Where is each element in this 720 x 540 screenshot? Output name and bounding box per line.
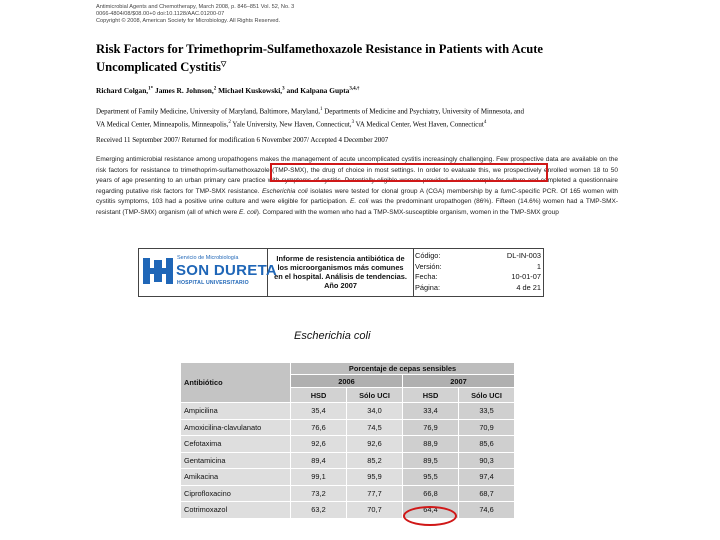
author-affil-mark: 2 (213, 86, 217, 92)
column-header: HSD (291, 388, 347, 403)
table-row (181, 419, 515, 436)
table-cell: 70,7 (347, 502, 403, 519)
affiliation: Department of Family Medicine, University of Maryland, Baltimore, Maryland, (96, 107, 320, 116)
report-title-line: los microorganismos más comunes (277, 263, 404, 272)
highlight-box-tmp-smx (270, 163, 548, 182)
logo-name: SON DURETA (176, 262, 278, 279)
meta-value: 1 (536, 261, 541, 271)
abstract-italic: fumC (500, 187, 517, 195)
abstract-fragment: was the predominant uropathogen (86%). Fifteen (14.6%) women had a TMP-SMX-resistant (TMP-SMX) organism (all of which were (96, 198, 618, 216)
meta-key: Fecha: (415, 272, 438, 282)
table-cell: 34,0 (347, 403, 403, 420)
column-header: HSD (403, 388, 459, 403)
antibiotic-name: Cotrimoxazol (181, 502, 291, 519)
table-cell: 33,4 (403, 403, 459, 420)
title-line (96, 57, 616, 75)
table-cell: 74,6 (459, 502, 515, 519)
author-list (96, 86, 359, 95)
meta-value: 4 de 21 (516, 282, 541, 292)
title-footnote-mark: ▽ (220, 60, 227, 68)
table-cell: 88,9 (403, 436, 459, 453)
abstract-italic: Escherichia coli (261, 187, 308, 195)
author: Michael Kuskowski, (216, 86, 283, 95)
susceptibility-table (180, 362, 515, 519)
table-cell: 97,4 (459, 469, 515, 486)
table-cell: 92,6 (291, 436, 347, 453)
title-line: Risk Factors for Trimethoprim-Sulfamethoxazole Resistance in Patients with Acute (96, 42, 544, 56)
table-cell: 64,4 (403, 502, 459, 519)
table-cell: 63,2 (291, 502, 347, 519)
table-cell: 85,2 (347, 452, 403, 469)
paper-title (96, 42, 616, 75)
table-cell: 89,4 (291, 452, 347, 469)
table-row (181, 485, 515, 502)
affiliation: Departments of Medicine and Psychiatry, University of Minnesota, and (322, 107, 524, 116)
table-cell: 76,9 (403, 419, 459, 436)
report-title-line: Informe de resistencia antibiótica de (276, 254, 405, 263)
hospital-logo (139, 249, 278, 296)
table-row (181, 469, 515, 486)
author-affil-mark: 3,4,† (349, 86, 360, 92)
journal-line: Copyright © 2008, American Society for Microbiology. All Rights Reserved. (96, 18, 281, 24)
table-cell: 77,7 (347, 485, 403, 502)
year-header: 2007 (403, 375, 515, 388)
table-row (181, 502, 515, 519)
table-cell: 76,6 (291, 419, 347, 436)
report-metadata (415, 251, 541, 293)
title-line: Uncomplicated Cystitis (96, 60, 221, 75)
affil-mark: 4 (483, 120, 487, 126)
table-cell: 66,8 (403, 485, 459, 502)
table-cell: 99,1 (291, 469, 347, 486)
affiliation: Yale University, New Haven, Connecticut, (230, 120, 352, 129)
year-header: 2006 (291, 375, 403, 388)
meta-row-version (415, 262, 541, 273)
report-title-line: Año 2007 (324, 281, 357, 290)
abstract-fragment: -specific PCR. Of 165 women with cystitis symptoms, 103 had a positive urine culture and were eligible for participation. (96, 187, 618, 206)
author-affil-mark: 1* (148, 86, 154, 92)
antibiotic-name: Gentamicina (181, 452, 291, 469)
journal-line: 0066-4804/08/$08.00+0 doi:10.1128/AAC.01200-07 (96, 11, 225, 17)
report-title (268, 249, 414, 296)
abstract-italic: E. coli (349, 198, 369, 206)
antibiotic-column-header: Antibiótico (181, 363, 291, 403)
abstract-fragment: isolates were tested for clonal group A (CGA) membership by a (307, 187, 501, 195)
antibiotic-name: Amikacina (181, 469, 291, 486)
antibiotic-name: Ciprofloxacino (181, 485, 291, 502)
meta-key: Versión: (415, 261, 442, 271)
table-row (181, 452, 515, 469)
abstract-italic: E. coli (239, 208, 257, 216)
percent-header: Porcentaje de cepas sensibles (291, 363, 515, 375)
antibiotic-name: Ampicilina (181, 403, 291, 420)
affiliation: VA Medical Center, West Haven, Connecticut (354, 120, 484, 129)
journal-header (96, 4, 294, 25)
column-header: Sólo UCI (347, 388, 403, 403)
table-cell: 68,7 (459, 485, 515, 502)
logo-subtitle: HOSPITAL UNIVERSITARIO (177, 280, 249, 286)
hospital-cross-icon (143, 258, 173, 284)
table-cell: 90,3 (459, 452, 515, 469)
affil-mark: 3 (351, 120, 355, 126)
affiliation: VA Medical Center, Minneapolis, Minneapolis, (96, 120, 229, 129)
paper-excerpt (96, 4, 626, 230)
table-cell: 35,4 (291, 403, 347, 420)
meta-key: Código: (415, 251, 441, 260)
table-cell: 74,5 (347, 419, 403, 436)
table-row (181, 436, 515, 453)
table-cell: 89,5 (403, 452, 459, 469)
table-cell: 92,6 (347, 436, 403, 453)
author: James R. Johnson, (153, 86, 214, 95)
author: and Kalpana Gupta (284, 86, 350, 95)
table-row (181, 403, 515, 420)
antibiotic-name: Amoxicilina-clavulanato (181, 419, 291, 436)
affil-mark: 1 (319, 107, 323, 112)
meta-row-date (415, 272, 541, 283)
meta-row-code (415, 251, 541, 262)
antibiotic-name: Cefotaxima (181, 436, 291, 453)
logo-department: Servicio de Microbiología (177, 255, 239, 261)
meta-key: Página: (415, 282, 441, 292)
affiliations (96, 104, 618, 131)
author: Richard Colgan, (96, 86, 149, 95)
meta-value: DL-IN-003 (506, 251, 541, 260)
table-cell: 95,9 (347, 469, 403, 486)
table-cell: 73,2 (291, 485, 347, 502)
species-heading: Escherichia coli (294, 330, 371, 342)
table-cell: 85,6 (459, 436, 515, 453)
highlight-circle-cotrimoxazol (403, 506, 457, 526)
column-header: Sólo UCI (459, 388, 515, 403)
meta-row-page (415, 283, 541, 294)
table-cell: 95,5 (403, 469, 459, 486)
journal-line: Antimicrobial Agents and Chemotherapy, March 2008, p. 846–851 Vol. 52, No. 3 (96, 4, 295, 10)
report-header (138, 248, 544, 297)
abstract-fragment: Emerging antimicrobial resistance among uropathogens makes the management of acute uncomplicated cystitis increasingly challenging. Few prospective data are available on the risk factors for resistance to trimethoprim-sulfamethoxazole (TMP-SMX), the drug of choice in most settings. In order to evaluate this, we prospectively enrolled women 18 to 50 years of age presenting to an urban primary care practice with symptoms of cystitis. Potentially eligible women provided a urine sample for culture and completed a questionnaire regarding putative risk factors for TMP-SMX resistance. (96, 156, 618, 195)
meta-value: 10-01-07 (511, 272, 541, 282)
received-dates: Received 11 September 2007/ Returned for modification 6 November 2007/ Accepted 4 December 2007 (96, 136, 389, 144)
table-cell: 70,9 (459, 419, 515, 436)
affil-mark: 2 (228, 120, 231, 126)
abstract-fragment: ). Compared with the women who had a TMP-SMX-susceptible organism, women in the TMP-SMX group (256, 208, 559, 216)
report-title-line: en el hospital. Análisis de tendencias. (274, 272, 407, 281)
table-cell: 33,5 (459, 403, 515, 420)
author-affil-mark: 3 (282, 86, 285, 92)
